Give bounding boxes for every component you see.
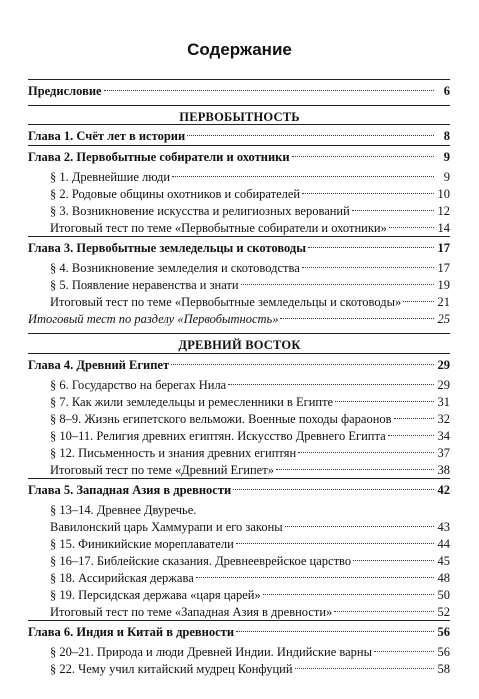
toc-entry-title: § 8–9. Жизнь египетского вельможи. Военные походы фараонов (50, 412, 392, 426)
toc-entry (50, 394, 450, 410)
toc-page-number: 37 (437, 446, 450, 460)
toc-entry-title: Предисловие (28, 84, 102, 98)
dot-leader (236, 543, 434, 544)
dot-leader (403, 301, 434, 302)
dot-leader (292, 156, 434, 157)
toc-entry-title: Глава 2. Первобытные собиратели и охотники (28, 150, 290, 164)
dot-leader (196, 577, 434, 578)
toc-page-number: 12 (437, 204, 450, 218)
divider (28, 353, 450, 354)
toc-entry-title: § 3. Возникновение искусства и религиозных верований (50, 204, 350, 218)
dot-leader (302, 267, 434, 268)
toc-page-number: 50 (437, 588, 450, 602)
toc-entry-title: § 22. Чему учил китайский мудрец Конфуций (50, 662, 293, 676)
toc-entry (50, 445, 450, 461)
dot-leader (352, 210, 434, 211)
toc-entry (50, 570, 450, 586)
toc-page-number: 58 (437, 662, 450, 676)
toc-entry (50, 519, 450, 535)
dot-leader (172, 176, 434, 177)
toc-page-number: 17 (437, 241, 450, 255)
toc-entry (50, 169, 450, 185)
toc-entry-title: Итоговый тест по разделу «Первобытность» (28, 312, 279, 326)
toc-entry (50, 661, 450, 677)
toc-entry-text: § 13–14. Древнее Двуречье. (50, 503, 197, 517)
toc-page-number: 34 (437, 429, 450, 443)
toc-page-number: 43 (437, 520, 450, 534)
toc-entry-title: § 18. Ассирийская держава (50, 571, 194, 585)
dot-leader (389, 227, 434, 228)
toc-entry (28, 83, 450, 99)
toc-page-number: 9 (443, 170, 450, 184)
divider (28, 145, 450, 146)
toc-entry (50, 587, 450, 603)
toc-page-number: 56 (437, 625, 450, 639)
toc-entry-title: Итоговый тест по теме «Западная Азия в древности» (50, 605, 333, 619)
toc-entry (28, 357, 450, 373)
toc-page-number: 17 (437, 261, 450, 275)
dot-leader (334, 611, 434, 612)
toc-entry-title: § 2. Родовые общины охотников и собирателей (50, 187, 301, 201)
toc-entry-title: Итоговый тест по теме «Первобытные земледельцы и скотоводы» (50, 295, 402, 309)
toc-entry (50, 220, 450, 236)
dot-leader (298, 452, 434, 453)
toc-page-number: 38 (437, 463, 450, 477)
dot-leader (308, 247, 434, 248)
divider (28, 105, 450, 106)
toc-entry-title: Итоговый тест по теме «Древний Египет» (50, 463, 274, 477)
toc-entry (28, 624, 450, 640)
dot-leader (228, 384, 434, 385)
toc-entry (50, 428, 450, 444)
toc-entry-title: Глава 6. Индия и Китай в древности (28, 625, 235, 639)
section-heading-primitive: ПЕРВОБЫТНОСТЬ (179, 110, 300, 124)
toc-entry (28, 482, 450, 498)
toc-entry (50, 377, 450, 393)
divider (28, 236, 450, 237)
toc-page-number: 25 (437, 312, 450, 326)
toc-page-number: 9 (443, 150, 450, 164)
dot-leader (374, 651, 434, 652)
dot-leader (171, 364, 434, 365)
toc-page-number: 42 (437, 483, 450, 497)
toc-page-number: 19 (437, 278, 450, 292)
toc-page-number: 45 (437, 554, 450, 568)
divider (28, 478, 450, 479)
dot-leader (236, 631, 434, 632)
toc-entry-title: § 7. Как жили земледельцы и ремесленники в Египте (50, 395, 334, 409)
dot-leader (241, 284, 434, 285)
dot-leader (302, 193, 434, 194)
dot-leader (295, 668, 434, 669)
toc-page-number: 29 (437, 378, 450, 392)
divider (28, 79, 450, 80)
toc-page-number: 56 (437, 645, 450, 659)
page-title: Содержание (187, 40, 292, 59)
toc-entry (50, 604, 450, 620)
toc-entry (50, 294, 450, 310)
toc-entry-title: Вавилонский царь Хаммурапи и его законы (50, 520, 283, 534)
toc-entry-title: § 5. Появление неравенства и знати (50, 278, 239, 292)
toc-entry-title: Глава 3. Первобытные земледельцы и скотоводы (28, 241, 306, 255)
toc-entry-title: § 20–21. Природа и люди Древней Индии. Индийские варны (50, 645, 372, 659)
toc-page-number: 8 (443, 129, 450, 143)
section-heading-ancient-east: ДРЕВНИЙ ВОСТОК (178, 338, 301, 352)
toc-entry (28, 128, 450, 144)
dot-leader (335, 401, 434, 402)
dot-leader (104, 90, 434, 91)
toc-entry-title: § 6. Государство на берегах Нила (50, 378, 227, 392)
dot-leader (388, 435, 434, 436)
toc-entry-title: Глава 1. Счёт лет в истории (28, 129, 186, 143)
toc-entry (50, 186, 450, 202)
toc-entry-title: § 16–17. Библейские сказания. Древнееврейское царство (50, 554, 352, 568)
toc-page-number: 6 (443, 84, 450, 98)
toc-entry-title: Итоговый тест по теме «Первобытные собиратели и охотники» (50, 221, 387, 235)
toc-entry (50, 260, 450, 276)
dot-leader (187, 135, 434, 136)
toc-page-number: 10 (437, 187, 450, 201)
toc-page-number: 21 (437, 295, 450, 309)
toc-page-number: 31 (437, 395, 450, 409)
toc-entry-title: § 1. Древнейшие люди (50, 170, 171, 184)
toc-entry-title: § 15. Финикийские мореплаватели (50, 537, 234, 551)
dot-leader (285, 526, 434, 527)
toc-entry (50, 277, 450, 293)
toc-entry (50, 553, 450, 569)
dot-leader (280, 318, 434, 319)
toc-entry (50, 462, 450, 478)
divider (28, 620, 450, 621)
toc-page-number: 48 (437, 571, 450, 585)
toc-entry-title: Глава 5. Западная Азия в древности (28, 483, 232, 497)
toc-entry (28, 149, 450, 165)
toc-page-number: 52 (437, 605, 450, 619)
dot-leader (394, 418, 434, 419)
divider (28, 333, 450, 334)
toc-entry (50, 203, 450, 219)
toc-entry-title: § 19. Персидская держава «царя царей» (50, 588, 261, 602)
toc-page-number: 32 (437, 412, 450, 426)
dot-leader (263, 594, 434, 595)
toc-entry-title: Глава 4. Древний Египет (28, 358, 170, 372)
divider (28, 124, 450, 125)
toc-entry (50, 411, 450, 427)
toc-page-number: 29 (437, 358, 450, 372)
toc-page-number: 14 (437, 221, 450, 235)
dot-leader (276, 469, 434, 470)
dot-leader (353, 560, 434, 561)
dot-leader (233, 489, 434, 490)
toc-entry (50, 536, 450, 552)
toc-entry-title: § 12. Письменность и знания древних египтян (50, 446, 297, 460)
toc-entry (50, 644, 450, 660)
toc-page-number: 44 (437, 537, 450, 551)
toc-entry (28, 311, 450, 327)
toc-entry-title: § 10–11. Религия древних египтян. Искусство Древнего Египта (50, 429, 386, 443)
toc-entry-title: § 4. Возникновение земледелия и скотоводства (50, 261, 300, 275)
toc-entry (28, 240, 450, 256)
